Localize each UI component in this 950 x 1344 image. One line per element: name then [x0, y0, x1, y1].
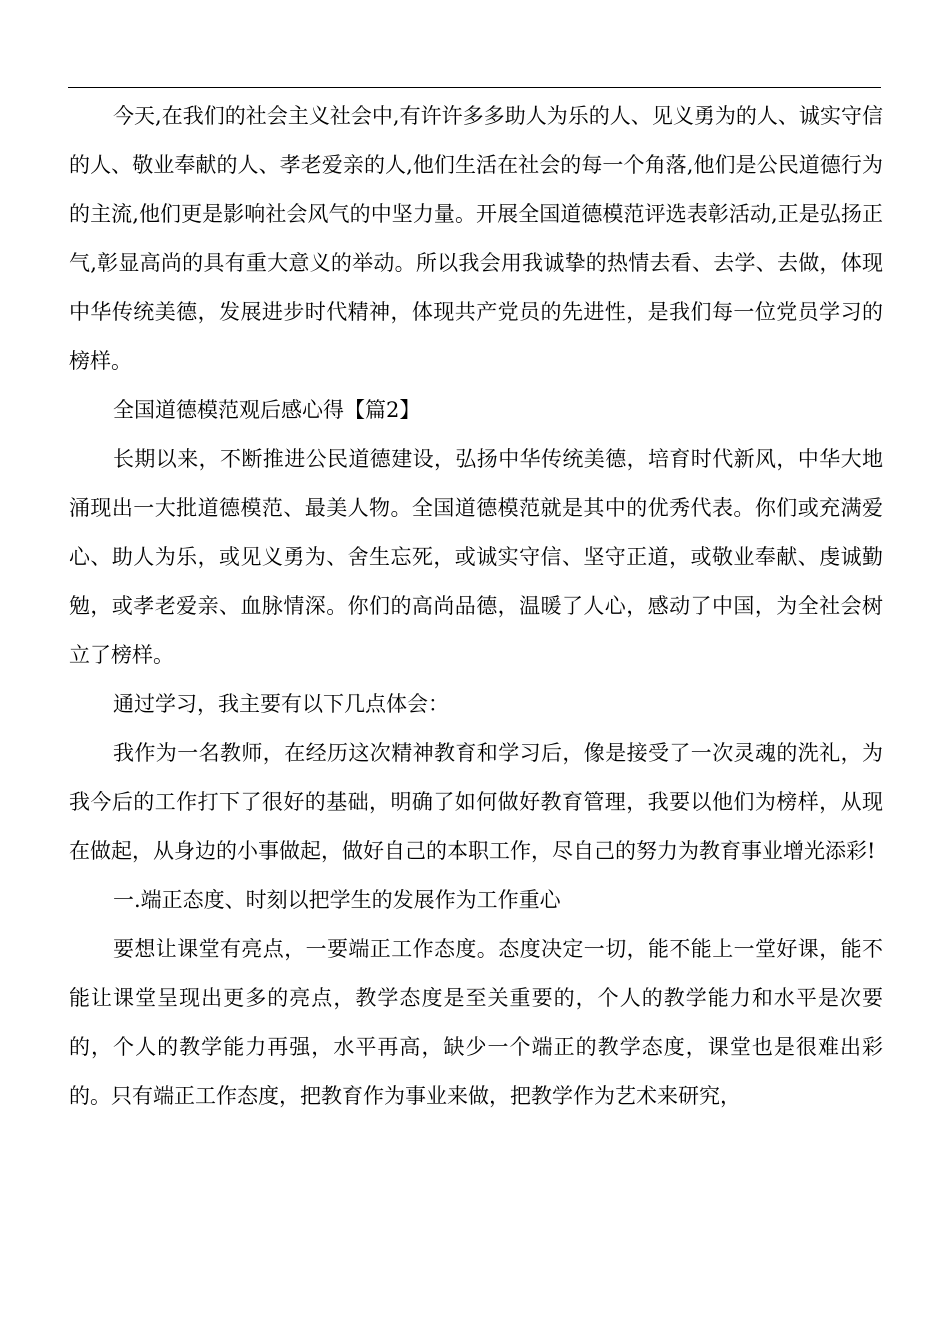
- paragraph-1: 今天,在我们的社会主义社会中,有许许多多助人为乐的人、见义勇为的人、诚实守信的人、敬业奉献的人、孝老爱亲的人,他们生活在社会的每一个角落,他们是公民道德行为的主流,他们更是影响社会风气的中坚力量。开展全国道德模范评选表彰活动,正是弘扬正气,彰显高尚的具有重大意义的举动。所以我会用我诚挚的热情去看、去学、去做，体现中华传统美德，发展进步时代精神，体现共产党员的先进性，是我们每一位党员学习的榜样。: [69, 104, 883, 373]
- paragraph-5: 要想让课堂有亮点，一要端正工作态度。态度决定一切，能不能上一堂好课，能不能让课堂呈现出更多的亮点，教学态度是至关重要的，个人的教学能力和水平是次要的，个人的教学能力再强，水平再高，缺少一个端正的教学态度，课堂也是很难出彩的。只有端正工作态度，把教育作为事业来做，把教学作为艺术来研究，: [69, 937, 883, 1108]
- paragraph-4: 我作为一名教师，在经历这次精神教育和学习后，像是接受了一次灵魂的洗礼，为我今后的工作打下了很好的基础，明确了如何做好教育管理，我要以他们为榜样，从现在做起，从身边的小事做起，做好自己的本职工作，尽自己的努力为教育事业增光添彩!: [69, 741, 883, 863]
- section-heading-1: 全国道德模范观后感心得【篇2】: [113, 398, 421, 422]
- header-rule: [68, 87, 881, 88]
- section-heading-2: 一.端正态度、时刻以把学生的发展作为工作重心: [113, 888, 561, 912]
- document-body: [69, 92, 883, 1121]
- paragraph-2: 长期以来，不断推进公民道德建设，弘扬中华传统美德，培育时代新风，中华大地涌现出一大批道德模范、最美人物。全国道德模范就是其中的优秀代表。你们或充满爱心、助人为乐，或见义勇为、舍生忘死，或诚实守信、坚守正道，或敬业奉献、虔诚勤勉，或孝老爱亲、血脉情深。你们的高尚品德，温暖了人心，感动了中国，为全社会树立了榜样。: [69, 447, 883, 667]
- paragraph-3: 通过学习，我主要有以下几点体会：: [113, 692, 449, 716]
